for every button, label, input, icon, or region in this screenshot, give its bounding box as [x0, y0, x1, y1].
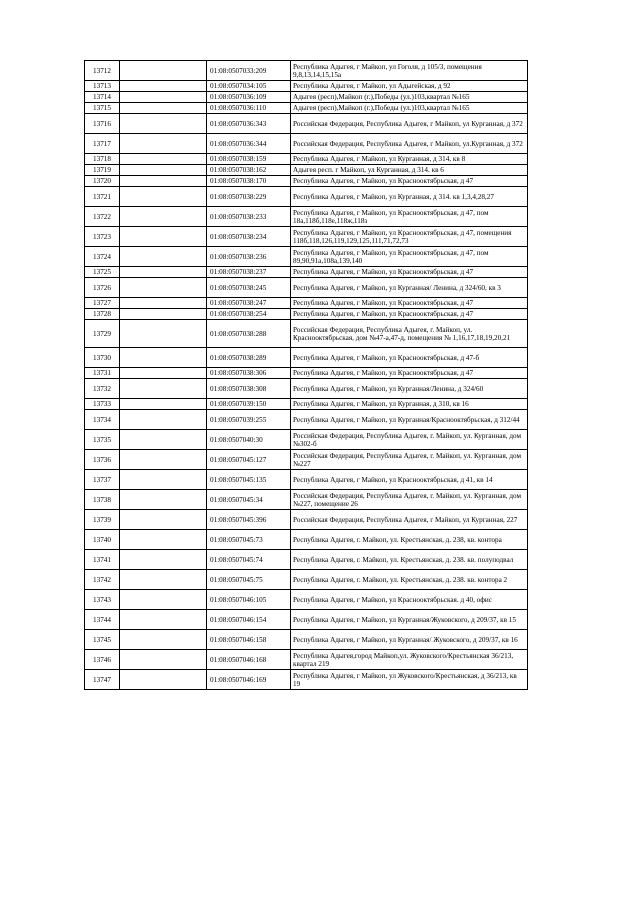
- table-row: [85, 630, 528, 650]
- address-cell: Российская Федерация, Республика Адыгея, г. Майкоп, ул. Курганная, дом №302-б: [291, 430, 528, 450]
- empty-cell: [120, 278, 207, 298]
- row-number-cell: 13740: [85, 530, 120, 550]
- empty-cell: [120, 470, 207, 490]
- address-cell: Республика Адыгея, г Майкоп, ул Краснооктябрьская, д 47, помещения 118б,118,126,119,129,125,111,71,72,73: [291, 227, 528, 247]
- table-row: [85, 470, 528, 490]
- row-number-cell: 13732: [85, 379, 120, 399]
- empty-cell: [120, 490, 207, 510]
- empty-cell: [120, 176, 207, 187]
- empty-cell: [120, 81, 207, 92]
- table-row: [85, 399, 528, 410]
- table-row: [85, 154, 528, 165]
- row-number-cell: 13743: [85, 590, 120, 610]
- address-cell: Республика Адыгея, г Майкоп, ул Краснооктябрьская, д 47-б: [291, 348, 528, 368]
- address-cell: Республика Адыгея, г Майкоп, ул Курганная, д 314, кв 8: [291, 154, 528, 165]
- address-cell: Российская Федерация, Республика Адыгея, г Майкоп, ул Курганная, 227: [291, 510, 528, 530]
- row-number-cell: 13741: [85, 550, 120, 570]
- table-row: [85, 379, 528, 399]
- table-row: [85, 81, 528, 92]
- cadastral-number-cell: 01:08:0507045:127: [207, 450, 291, 470]
- address-cell: Адыгея (респ),Майкоп (г.),Победы (ул.)103,квартал №165: [291, 92, 528, 103]
- address-cell: Республика Адыгея, г Майкоп, ул Курганная/Ленина, д 324/60: [291, 379, 528, 399]
- row-number-cell: 13742: [85, 570, 120, 590]
- cadastral-number-cell: 01:08:0507038:159: [207, 154, 291, 165]
- address-cell: Республика Адыгея, г Майкоп, ул Адыгейская, д 92: [291, 81, 528, 92]
- cadastral-number-cell: 01:08:0507038:162: [207, 165, 291, 176]
- empty-cell: [120, 92, 207, 103]
- cadastral-number-cell: 01:08:0507045:74: [207, 550, 291, 570]
- cadastral-number-cell: 01:08:0507038:245: [207, 278, 291, 298]
- empty-cell: [120, 450, 207, 470]
- cadastral-number-cell: 01:08:0507046:154: [207, 610, 291, 630]
- empty-cell: [120, 154, 207, 165]
- table-row: [85, 187, 528, 207]
- empty-cell: [120, 320, 207, 348]
- empty-cell: [120, 165, 207, 176]
- address-cell: Республика Адыгея, г. Майкоп, ул. Крестьянская, д. 238. кв. контора 2: [291, 570, 528, 590]
- address-cell: Республика Адыгея, г Майкоп, ул Краснооктябрьская, д 47: [291, 267, 528, 278]
- address-cell: Республика Адыгея, г Майкоп, ул Краснооктябрьская, д 47, пом 18а,118б,118е,118ж,118з: [291, 207, 528, 227]
- table-row: [85, 430, 528, 450]
- address-cell: Адыгея (респ),Майкоп (г.),Победы (ул.)103,квартал №165: [291, 103, 528, 114]
- row-number-cell: 13724: [85, 247, 120, 267]
- row-number-cell: 13737: [85, 470, 120, 490]
- empty-cell: [120, 134, 207, 154]
- table-row: [85, 134, 528, 154]
- row-number-cell: 13716: [85, 114, 120, 134]
- row-number-cell: 13733: [85, 399, 120, 410]
- table-body: [85, 61, 528, 690]
- cadastral-number-cell: 01:08:0507038:308: [207, 379, 291, 399]
- row-number-cell: 13735: [85, 430, 120, 450]
- empty-cell: [120, 570, 207, 590]
- empty-cell: [120, 298, 207, 309]
- empty-cell: [120, 187, 207, 207]
- row-number-cell: 13738: [85, 490, 120, 510]
- table-row: [85, 490, 528, 510]
- address-cell: Российская Федерация, Республика Адыгея, г. Майкоп, ул. Курганная, дом №227, помещение 26: [291, 490, 528, 510]
- address-cell: Республика Адыгея, г Майкоп, ул Краснооктябрьская, д 47: [291, 176, 528, 187]
- empty-cell: [120, 430, 207, 450]
- row-number-cell: 13719: [85, 165, 120, 176]
- cadastral-number-cell: 01:08:0507046:169: [207, 670, 291, 690]
- empty-cell: [120, 227, 207, 247]
- address-cell: Республика Адыгея, г Майкоп, ул Курганная/Жуковского, д 209/37, кв 15: [291, 610, 528, 630]
- table-row: [85, 410, 528, 430]
- address-cell: Республика Адыгея, г Майкоп, ул Курганная/Краснооктябрьская, д 312/44: [291, 410, 528, 430]
- address-cell: Республика Адыгея,город Майкоп,ул. Жуковского/Крестьянская 36/213, квартал 219: [291, 650, 528, 670]
- address-cell: Республика Адыгея, г Майкоп, ул Краснооктябрьская. д 40, офис: [291, 590, 528, 610]
- empty-cell: [120, 650, 207, 670]
- cadastral-number-cell: 01:08:0507038:236: [207, 247, 291, 267]
- row-number-cell: 13715: [85, 103, 120, 114]
- table-row: [85, 510, 528, 530]
- cadastral-number-cell: 01:08:0507039:255: [207, 410, 291, 430]
- cadastral-number-cell: 01:08:0507046:168: [207, 650, 291, 670]
- cadastral-number-cell: 01:08:0507046:158: [207, 630, 291, 650]
- address-cell: Российская Федерация, Республика Адыгея, г. Майкоп, ул. Курганная, дом №227: [291, 450, 528, 470]
- cadastral-number-cell: 01:08:0507038:306: [207, 368, 291, 379]
- address-cell: Республика Адыгея, г. Майкоп, ул. Крестьянская, д. 238, кв. контора: [291, 530, 528, 550]
- table-row: [85, 590, 528, 610]
- empty-cell: [120, 103, 207, 114]
- row-number-cell: 13714: [85, 92, 120, 103]
- address-cell: Республика Адыгея, г. Майкоп, ул. Крестьянская, д. 238. кв. полуподвал: [291, 550, 528, 570]
- address-cell: Республика Адыгея, г Майкоп, ул Краснооктябрьская, д 47: [291, 368, 528, 379]
- table-row: [85, 550, 528, 570]
- empty-cell: [120, 399, 207, 410]
- table-row: [85, 61, 528, 81]
- empty-cell: [120, 348, 207, 368]
- empty-cell: [120, 410, 207, 430]
- address-cell: Республика Адыгея, г Майкоп, ул Краснооктябрьская, д 47: [291, 309, 528, 320]
- table-row: [85, 298, 528, 309]
- empty-cell: [120, 207, 207, 227]
- row-number-cell: 13717: [85, 134, 120, 154]
- row-number-cell: 13728: [85, 309, 120, 320]
- table-row: [85, 570, 528, 590]
- empty-cell: [120, 550, 207, 570]
- table-row: [85, 103, 528, 114]
- table-row: [85, 320, 528, 348]
- empty-cell: [120, 309, 207, 320]
- row-number-cell: 13723: [85, 227, 120, 247]
- empty-cell: [120, 630, 207, 650]
- row-number-cell: 13744: [85, 610, 120, 630]
- cadastral-number-cell: 01:08:0507033:209: [207, 61, 291, 81]
- row-number-cell: 13725: [85, 267, 120, 278]
- address-cell: Адыгея респ. г Майкоп, ул Курганная, д 314. кв 6: [291, 165, 528, 176]
- empty-cell: [120, 61, 207, 81]
- table-row: [85, 450, 528, 470]
- cadastral-number-cell: 01:08:0507038:229: [207, 187, 291, 207]
- cadastral-number-cell: 01:08:0507038:289: [207, 348, 291, 368]
- row-number-cell: 13718: [85, 154, 120, 165]
- cadastral-number-cell: 01:08:0507036:343: [207, 114, 291, 134]
- row-number-cell: 13747: [85, 670, 120, 690]
- cadastral-number-cell: 01:08:0507038:237: [207, 267, 291, 278]
- address-cell: Российская Федерация, Республика Адыгея, г Майкоп, ул Курганная, д 372: [291, 114, 528, 134]
- row-number-cell: 13729: [85, 320, 120, 348]
- cadastral-number-cell: 01:08:0507038:288: [207, 320, 291, 348]
- cadastral-number-cell: 01:08:0507045:34: [207, 490, 291, 510]
- address-cell: Республика Адыгея, г Майкоп, ул Курганная/ Жуковского, д 209/37, кв 16: [291, 630, 528, 650]
- empty-cell: [120, 114, 207, 134]
- cadastral-number-cell: 01:08:0507038:233: [207, 207, 291, 227]
- cadastral-number-cell: 01:08:0507036:109: [207, 92, 291, 103]
- row-number-cell: 13730: [85, 348, 120, 368]
- table-row: [85, 247, 528, 267]
- row-number-cell: 13712: [85, 61, 120, 81]
- empty-cell: [120, 379, 207, 399]
- address-cell: Республика Адыгея, г Майкоп, ул Курганная/ Ленина, д 324/60, кв 3: [291, 278, 528, 298]
- row-number-cell: 13736: [85, 450, 120, 470]
- table-row: [85, 92, 528, 103]
- cadastral-number-cell: 01:08:0507038:247: [207, 298, 291, 309]
- row-number-cell: 13739: [85, 510, 120, 530]
- cadastral-number-cell: 01:08:0507038:254: [207, 309, 291, 320]
- empty-cell: [120, 670, 207, 690]
- address-cell: Российская Федерация, Республика Адыгея, г Майкоп, ул.Курганная, д 372: [291, 134, 528, 154]
- cadastral-number-cell: 01:08:0507039:150: [207, 399, 291, 410]
- empty-cell: [120, 267, 207, 278]
- table-row: [85, 207, 528, 227]
- row-number-cell: 13734: [85, 410, 120, 430]
- cadastral-number-cell: 01:08:0507045:135: [207, 470, 291, 490]
- address-cell: Республика Адыгея, г Майкоп, ул Краснооктябрьская, д 47: [291, 298, 528, 309]
- empty-cell: [120, 510, 207, 530]
- table-row: [85, 227, 528, 247]
- row-number-cell: 13731: [85, 368, 120, 379]
- table-row: [85, 267, 528, 278]
- address-cell: Республика Адыгея, г Майкоп, ул Курганная, д 310, кв 16: [291, 399, 528, 410]
- address-cell: Республика Адыгея, г Майкоп, ул Жуковского/Крестьянская, д 36/213, кв 19: [291, 670, 528, 690]
- address-cell: Российская Федерация, Республика Адыгея, г. Майкоп, ул. Краснооктябрьская, дом №47-а,47-д, помещения № 1,16,17,18,19,20,21: [291, 320, 528, 348]
- row-number-cell: 13727: [85, 298, 120, 309]
- cadastral-number-cell: 01:08:0507046:105: [207, 590, 291, 610]
- table-row: [85, 165, 528, 176]
- address-cell: Республика Адыгея, г Майкоп, ул Краснооктябрьская, д 41, кв 14: [291, 470, 528, 490]
- cadastral-number-cell: 01:08:0507034:105: [207, 81, 291, 92]
- row-number-cell: 13745: [85, 630, 120, 650]
- empty-cell: [120, 247, 207, 267]
- cadastral-number-cell: 01:08:0507036:110: [207, 103, 291, 114]
- cadastral-number-cell: 01:08:0507038:234: [207, 227, 291, 247]
- row-number-cell: 13726: [85, 278, 120, 298]
- empty-cell: [120, 530, 207, 550]
- cadastral-number-cell: 01:08:0507040:30: [207, 430, 291, 450]
- row-number-cell: 13746: [85, 650, 120, 670]
- empty-cell: [120, 610, 207, 630]
- table-row: [85, 278, 528, 298]
- address-cell: Республика Адыгея, г Майкоп, ул Курганная, д 314. кв 1,3,4,28,27: [291, 187, 528, 207]
- cadastral-number-cell: 01:08:0507045:396: [207, 510, 291, 530]
- empty-cell: [120, 590, 207, 610]
- table-row: [85, 650, 528, 670]
- table-row: [85, 670, 528, 690]
- table-row: [85, 176, 528, 187]
- row-number-cell: 13722: [85, 207, 120, 227]
- table-row: [85, 309, 528, 320]
- table-row: [85, 368, 528, 379]
- row-number-cell: 13721: [85, 187, 120, 207]
- cadastral-register-table: [84, 60, 528, 690]
- address-cell: Республика Адыгея, г Майкоп, ул Краснооктябрьская, д 47, пом 89,90,91а,108а,139,140: [291, 247, 528, 267]
- table-row: [85, 610, 528, 630]
- cadastral-number-cell: 01:08:0507036:344: [207, 134, 291, 154]
- cadastral-number-cell: 01:08:0507038:170: [207, 176, 291, 187]
- cadastral-number-cell: 01:08:0507045:73: [207, 530, 291, 550]
- table-row: [85, 348, 528, 368]
- table-row: [85, 114, 528, 134]
- address-cell: Республика Адыгея, г Майкоп, ул Гоголя, д 105/3, помещения 9,8,13,14,15,15а: [291, 61, 528, 81]
- row-number-cell: 13720: [85, 176, 120, 187]
- row-number-cell: 13713: [85, 81, 120, 92]
- empty-cell: [120, 368, 207, 379]
- table-row: [85, 530, 528, 550]
- cadastral-number-cell: 01:08:0507045:75: [207, 570, 291, 590]
